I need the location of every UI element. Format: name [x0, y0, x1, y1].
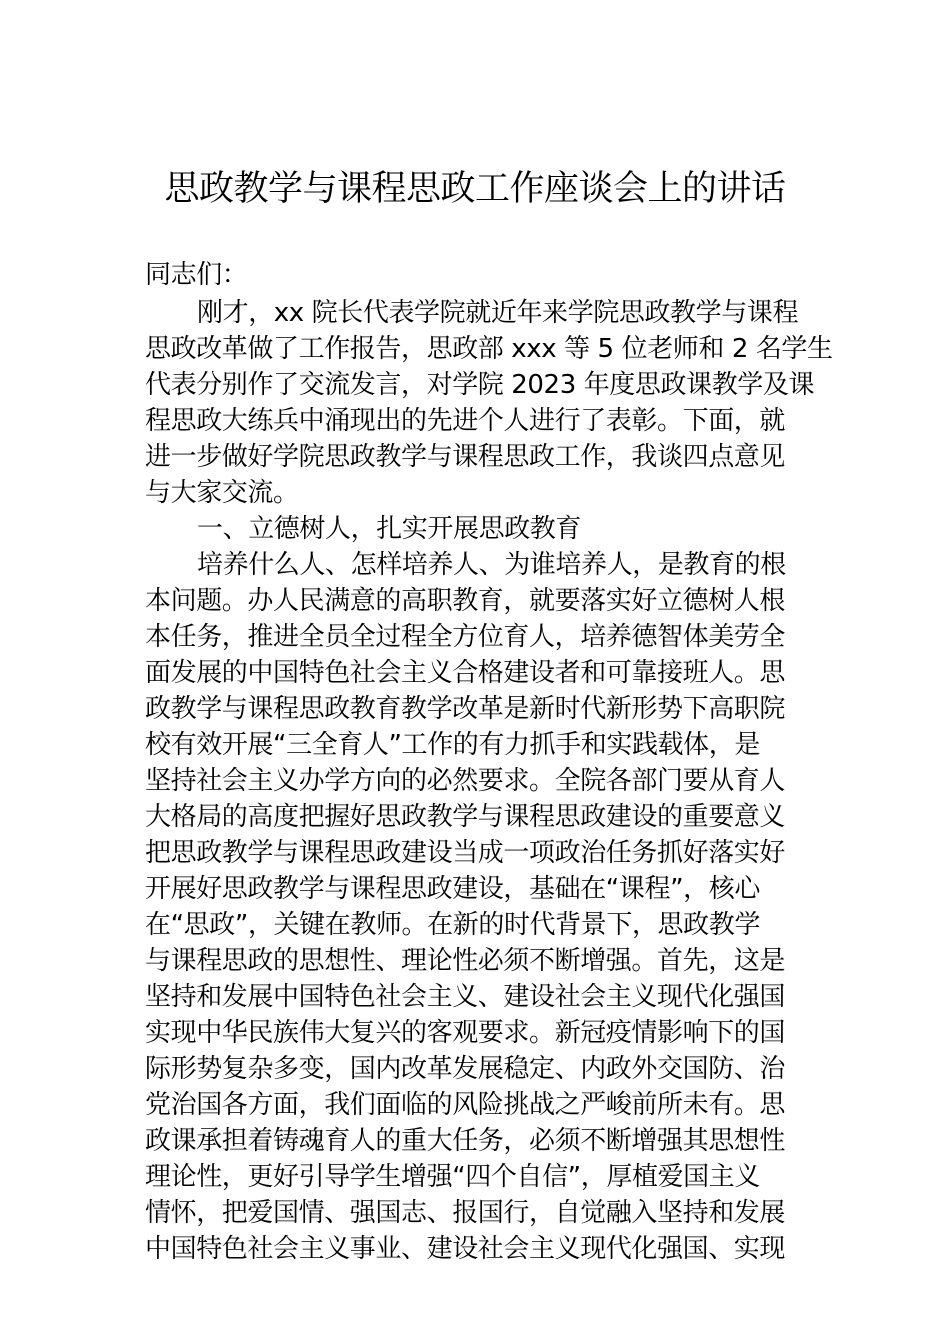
- text-line: 代表分别作了交流发言，对学院 2023 年度思政课教学及课: [145, 370, 815, 400]
- text-line: 程思政大练兵中涌现出的先进个人进行了表彰。下面，就: [145, 406, 786, 436]
- text-line: 实现中华民族伟大复兴的客观要求。新冠疫情影响下的国: [145, 1018, 786, 1048]
- text-line: 开展好思政教学与课程思政建设，基础在“课程”，核心: [145, 874, 760, 904]
- text-line: 理论性，更好引导学生增强“四个自信”，厚植爱国主义: [145, 1162, 760, 1192]
- document-body: [145, 255, 833, 1267]
- text-line: 面发展的中国特色社会主义合格建设者和可靠接班人。思: [145, 658, 786, 688]
- text-line: 校有效开展“三全育人”工作的有力抓手和实践载体，是: [145, 730, 760, 760]
- text-line: 把思政教学与课程思政建设当成一项政治任务抓好落实好: [145, 838, 786, 868]
- text-line: 本问题。办人民满意的高职教育，就要落实好立德树人根: [145, 586, 786, 616]
- text-line: 进一步做好学院思政教学与课程思政工作，我谈四点意见: [145, 442, 786, 472]
- text-line: 情怀，把爱国情、强国志、报国行，自觉融入坚持和发展: [145, 1198, 786, 1228]
- text-line: 党治国各方面，我们面临的风险挑战之严峻前所未有。思: [145, 1090, 786, 1120]
- text-line: 坚持社会主义办学方向的必然要求。全院各部门要从育人: [145, 766, 786, 796]
- text-line: 政课承担着铸魂育人的重大任务，必须不断增强其思想性: [145, 1126, 786, 1156]
- text-line: 思政改革做了工作报告，思政部 xxx 等 5 位老师和 2 名学生: [145, 334, 833, 364]
- text-line: 刚才，xx 院长代表学院就近年来学院思政教学与课程: [197, 298, 799, 328]
- text-line: 在“思政”，关键在教师。在新的时代背景下，思政教学: [145, 910, 760, 940]
- text-line: 坚持和发展中国特色社会主义、建设社会主义现代化强国: [145, 982, 786, 1012]
- text-line: 培养什么人、怎样培养人、为谁培养人，是教育的根: [197, 550, 786, 580]
- salutation: 同志们：: [145, 260, 248, 290]
- text-line: 中国特色社会主义事业、建设社会主义现代化强国、实现: [145, 1234, 786, 1264]
- text-line: 际形势复杂多变，国内改革发展稳定、内政外交国防、治: [145, 1054, 786, 1084]
- document-title: 思政教学与课程思政工作座谈会上的讲话: [164, 169, 786, 209]
- text-line: 与大家交流。: [145, 478, 299, 508]
- text-line: 一、立德树人，扎实开展思政教育: [197, 514, 582, 544]
- text-line: 与课程思政的思想性、理论性必须不断增强。首先，这是: [145, 946, 786, 976]
- text-line: 政教学与课程思政教育教学改革是新时代新形势下高职院: [145, 694, 786, 724]
- text-line: 本任务，推进全员全过程全方位育人，培养德智体美劳全: [145, 622, 786, 652]
- body-lines: [145, 295, 833, 1267]
- text-line: 大格局的高度把握好思政教学与课程思政建设的重要意义: [145, 802, 786, 832]
